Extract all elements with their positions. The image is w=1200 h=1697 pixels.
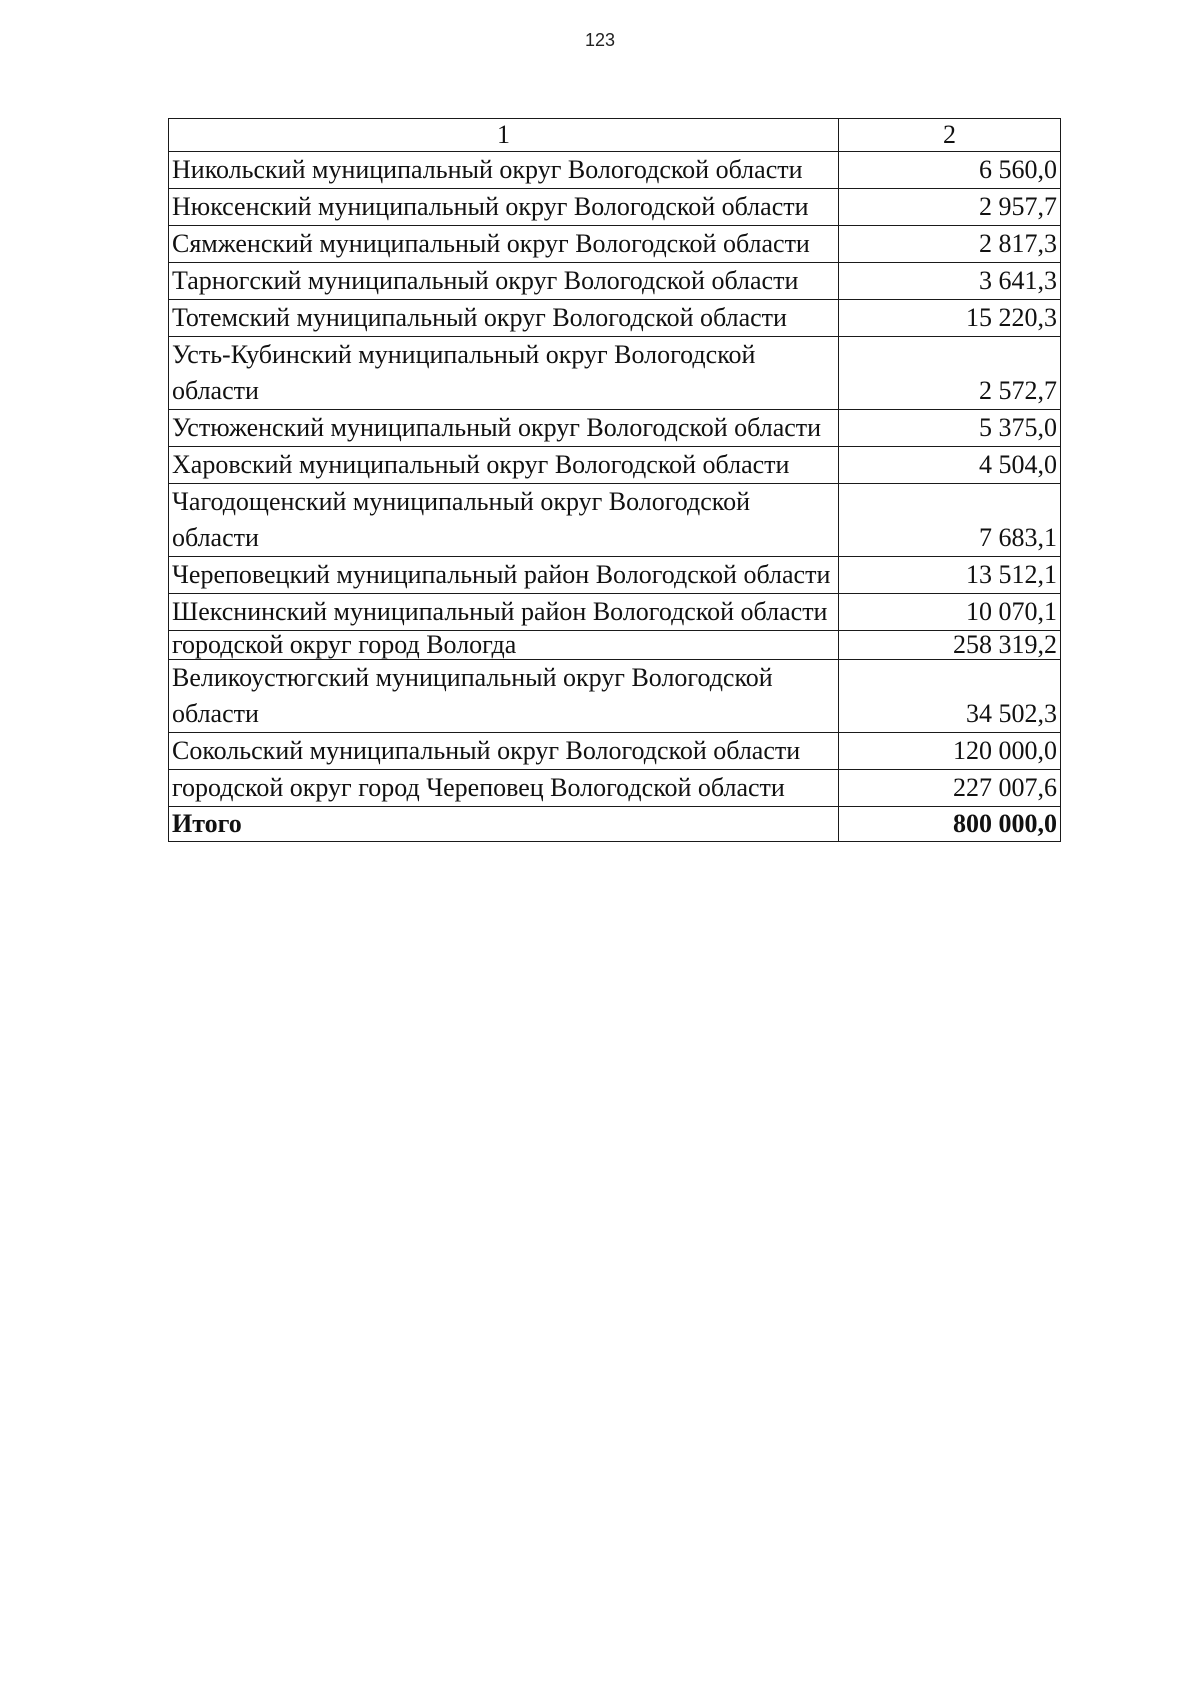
row-value: 2 817,3	[839, 226, 1061, 263]
row-name: Нюксенский муниципальный округ Вологодской области	[169, 189, 839, 226]
row-name: Усть-Кубинский муниципальный округ Вологодской области	[169, 337, 839, 410]
table-row	[169, 447, 1061, 484]
row-value: 227 007,6	[839, 770, 1061, 807]
header-cell-1: 1	[169, 119, 839, 152]
row-name: Харовский муниципальный округ Вологодской области	[169, 447, 839, 484]
row-name: Никольский муниципальный округ Вологодской области	[169, 152, 839, 189]
row-name: Великоустюгский муниципальный округ Вологодской области	[169, 660, 839, 733]
table-row	[169, 263, 1061, 300]
row-value: 10 070,1	[839, 594, 1061, 631]
table-row	[169, 660, 1061, 733]
row-name: Тарногский муниципальный округ Вологодской области	[169, 263, 839, 300]
row-name: Сокольский муниципальный округ Вологодской области	[169, 733, 839, 770]
table-row	[169, 189, 1061, 226]
row-value: 6 560,0	[839, 152, 1061, 189]
row-value: 258 319,2	[839, 631, 1061, 660]
allocation-table	[168, 118, 1061, 842]
table-row	[169, 152, 1061, 189]
row-name: Чагодощенский муниципальный округ Вологодской области	[169, 484, 839, 557]
total-row	[169, 807, 1061, 842]
row-value: 15 220,3	[839, 300, 1061, 337]
row-value: 7 683,1	[839, 484, 1061, 557]
row-name: Устюженский муниципальный округ Вологодской области	[169, 410, 839, 447]
row-value: 13 512,1	[839, 557, 1061, 594]
row-name: городской округ город Вологда	[169, 631, 839, 660]
table-row	[169, 337, 1061, 410]
row-value: 2 572,7	[839, 337, 1061, 410]
total-value: 800 000,0	[839, 807, 1061, 842]
table-row	[169, 594, 1061, 631]
row-name: городской округ город Череповец Вологодской области	[169, 770, 839, 807]
table-row	[169, 557, 1061, 594]
row-name: Сямженский муниципальный округ Вологодской области	[169, 226, 839, 263]
row-value: 120 000,0	[839, 733, 1061, 770]
table-row	[169, 226, 1061, 263]
row-value: 2 957,7	[839, 189, 1061, 226]
table-row	[169, 410, 1061, 447]
row-value: 34 502,3	[839, 660, 1061, 733]
row-value: 4 504,0	[839, 447, 1061, 484]
table-row	[169, 300, 1061, 337]
row-name: Тотемский муниципальный округ Вологодской области	[169, 300, 839, 337]
table-row	[169, 631, 1061, 660]
table-row	[169, 484, 1061, 557]
total-label: Итого	[169, 807, 839, 842]
page-number: 123	[584, 30, 616, 50]
header-row	[169, 119, 1061, 152]
row-name: Череповецкий муниципальный район Вологодской области	[169, 557, 839, 594]
row-name: Шекснинский муниципальный район Вологодской области	[169, 594, 839, 631]
row-value: 5 375,0	[839, 410, 1061, 447]
header-cell-2: 2	[839, 119, 1061, 152]
row-value: 3 641,3	[839, 263, 1061, 300]
table-row	[169, 770, 1061, 807]
table-row	[169, 733, 1061, 770]
